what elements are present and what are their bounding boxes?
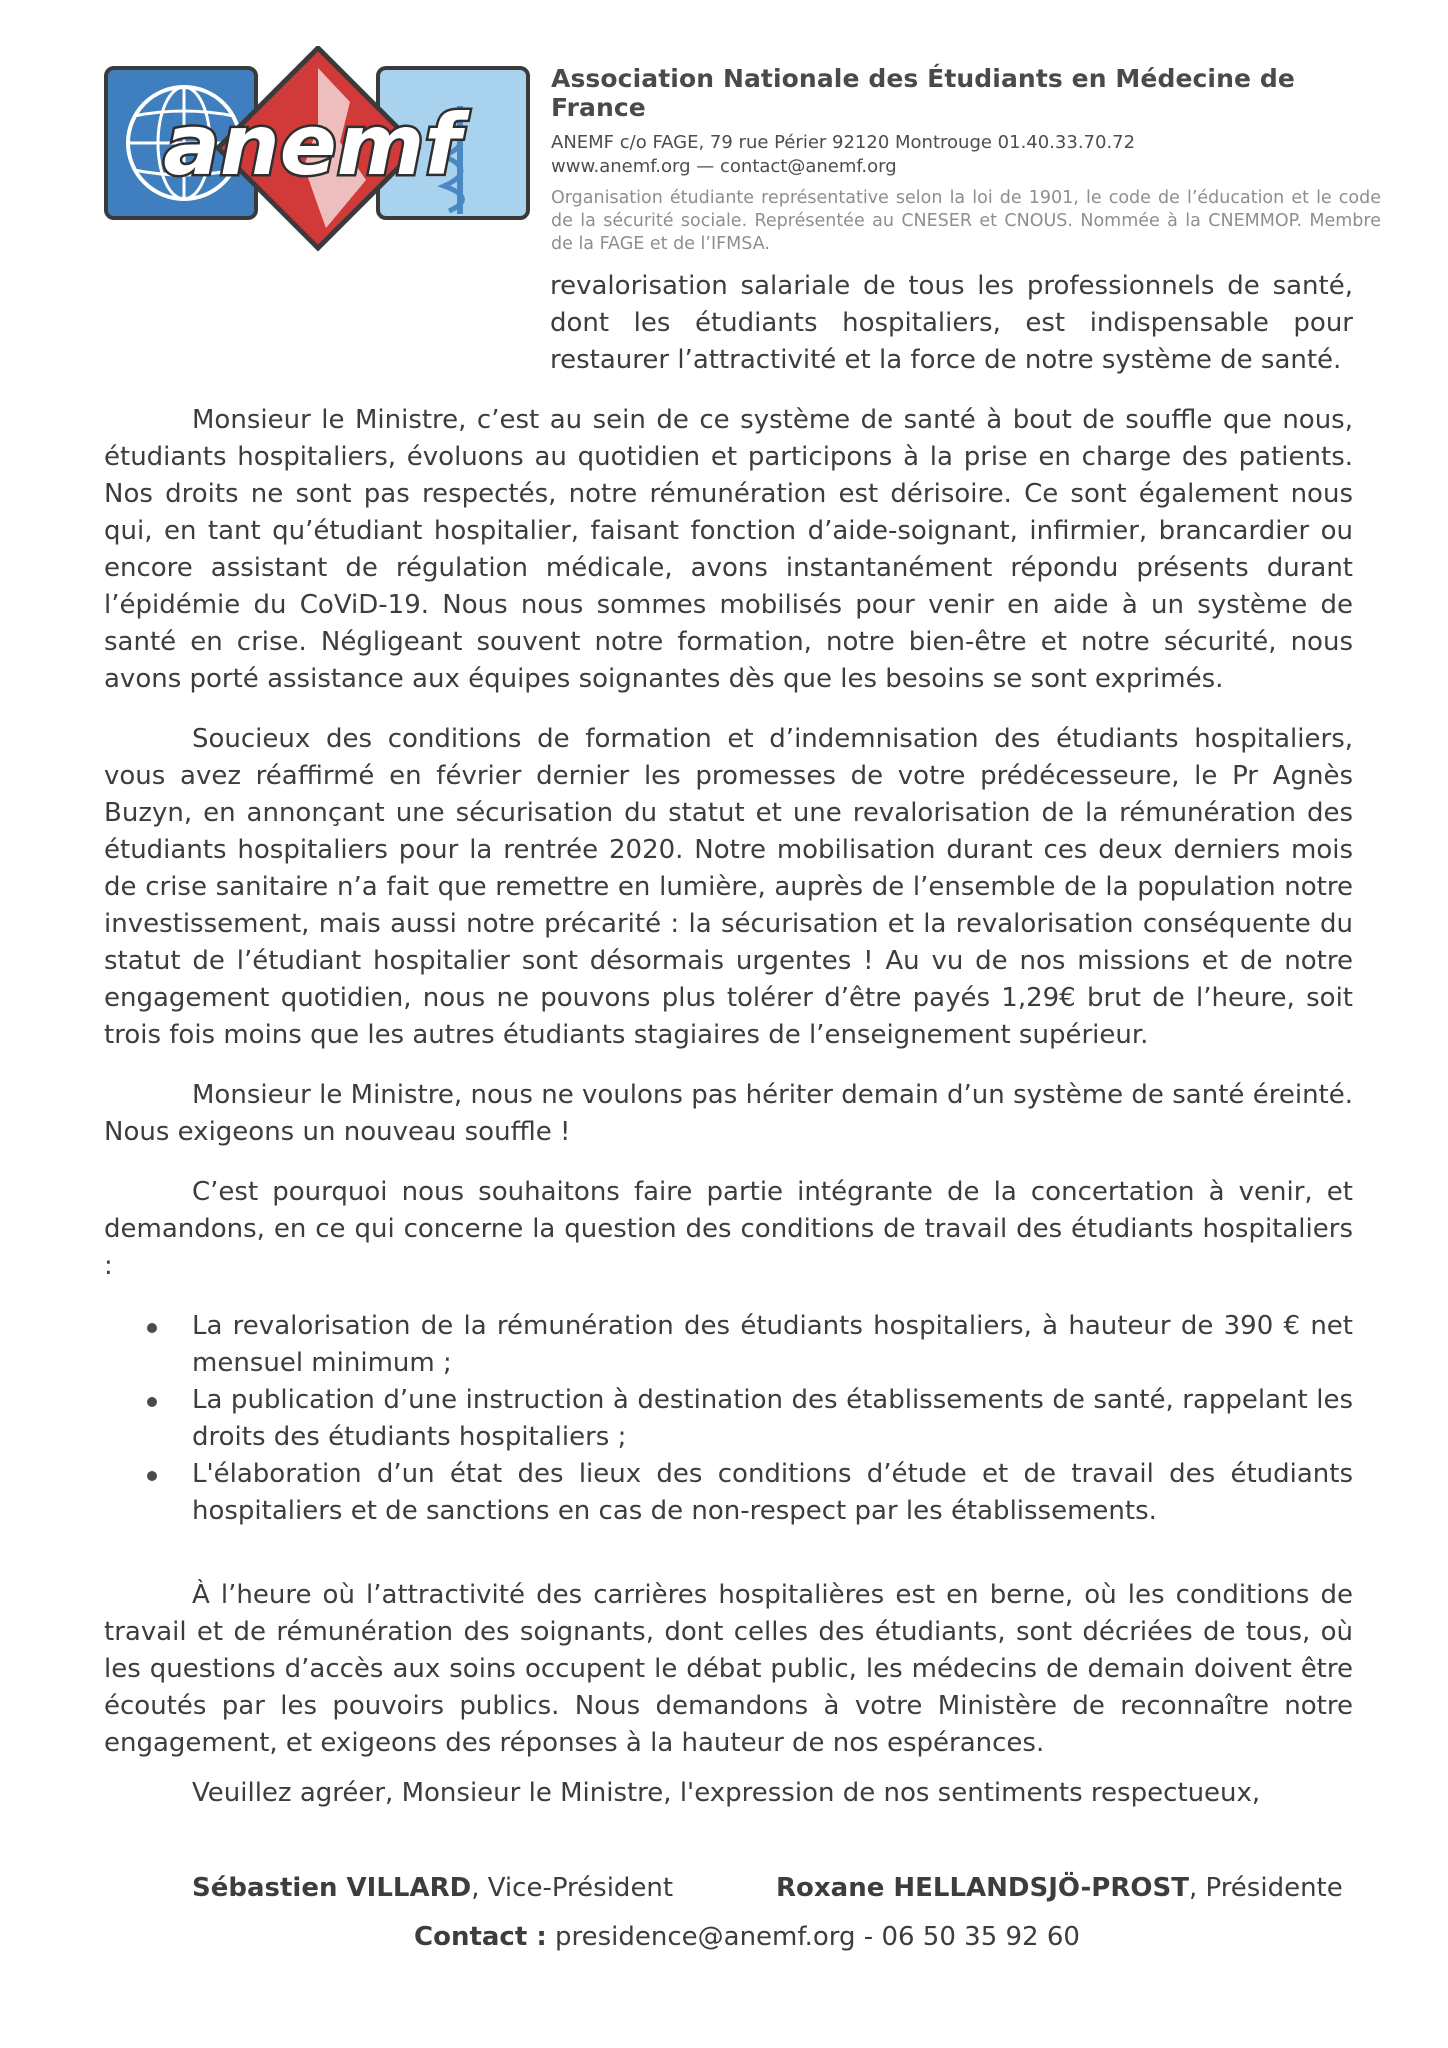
organization-address: ANEMF c/o FAGE, 79 rue Périer 92120 Montrouge 01.40.33.70.72 [551, 132, 1136, 153]
paragraph-3: Soucieux des conditions de formation et d’indemnisation des étudiants hospitaliers, vous avez réaffirmé en février dernier les promesses de votre prédécesseure, le Pr Agnès Buzyn, en annonçant une sécurisation du statut et une revalorisation de la rémunération des étudiants hospitaliers pour la rentrée 2020. Notre mobilisation durant ces deux derniers mois de crise sanitaire n’a fait que remettre en lumière, auprès de l’ensemble de la population notre investissement, mais aussi notre précarité : la sécurisation et la revalorisation conséquente du statut de l’étudiant hospitalier sont désormais urgentes ! Au vu de nos missions et de notre engagement quotidien, nous ne pouvons plus tolérer d’être payés 1,29€ brut de l’heure, soit trois fois moins que les autres étudiants stagiaires de l’enseignement supérieur. [104, 724, 1353, 1050]
contact-label: Contact : [414, 1922, 547, 1952]
list-item-text: La publication d’une instruction à destination des établissements de santé, rappelant les droits des étudiants hospitaliers ; [192, 1385, 1353, 1452]
paragraph-5: C’est pourquoi nous souhaitons faire partie intégrante de la concertation à venir, et demandons, en ce qui concerne la question des conditions de travail des étudiants hospitaliers : [104, 1177, 1353, 1281]
list-item-text: La revalorisation de la rémunération des étudiants hospitaliers, à hauteur de 390 € net mensuel minimum ; [192, 1311, 1353, 1378]
bullet-icon [147, 1397, 157, 1407]
list-item [104, 1382, 1353, 1456]
contact-value[interactable]: presidence@anemf.org - 06 50 35 92 60 [546, 1922, 1080, 1952]
letter-body [104, 268, 1353, 1762]
signature-vice-president [192, 1873, 673, 1903]
list-item [104, 1308, 1353, 1382]
list-item-text: L'élaboration d’un état des lieux des conditions d’étude et de travail des étudiants hospitaliers et de sanctions en cas de non-respect par les établissements. [192, 1459, 1353, 1526]
organization-info [551, 64, 1381, 256]
anemf-logo [104, 46, 532, 256]
letterhead [104, 46, 1384, 266]
bullet-icon [147, 1471, 157, 1481]
signatory-role: , Vice-Président [471, 1873, 674, 1903]
list-item [104, 1456, 1353, 1530]
closing-formula: Veuillez agréer, Monsieur le Ministre, l'expression de nos sentiments respectueux, [192, 1778, 1261, 1808]
organization-name: Association Nationale des Étudiants en Médecine de France [551, 64, 1295, 122]
logo-wordmark: anemf [163, 96, 461, 194]
paragraph-1: revalorisation salariale de tous les professionnels de santé, dont les étudiants hospitaliers, est indispensable pour restaurer l’attractivité et la force de notre système de santé. [550, 271, 1353, 375]
bullet-icon [147, 1323, 157, 1333]
paragraph-6: À l’heure où l’attractivité des carrières hospitalières est en berne, où les conditions de travail et de rémunération des soignants, dont celles des étudiants, sont décriées de tous, où les questions d’accès aux soins occupent le débat public, les médecins de demain doivent être écoutés par les pouvoirs publics. Nous demandons à votre Ministère de reconnaître notre engagement, et exigeons des réponses à la hauteur de nos espérances. [104, 1580, 1353, 1758]
demands-list [104, 1308, 1353, 1530]
paragraph-2: Monsieur le Ministre, c’est au sein de ce système de santé à bout de souffle que nous, étudiants hospitaliers, évoluons au quotidien et participons à la prise en charge des patients. Nos droits ne sont pas respectés, notre rémunération est dérisoire. Ce sont également nous qui, en tant qu’étudiant hospitalier, faisant fonction d’aide-soignant, infirmier, brancardier ou encore assistant de régulation médicale, avons instantanément répondu présents durant l’épidémie du CoViD-19. Nous nous sommes mobilisés pour venir en aide à un système de santé en crise. Négligeant souvent notre formation, notre bien-être et notre sécurité, nous avons porté assistance aux équipes soignantes dès que les besoins se sont exprimés. [104, 405, 1353, 694]
paragraph-4: Monsieur le Ministre, nous ne voulons pas hériter demain d’un système de santé éreinté. Nous exigeons un nouveau souffle ! [104, 1080, 1353, 1147]
organization-description: Organisation étudiante représentative selon la loi de 1901, le code de l’éducation et le code de la sécurité sociale. Représentée au CNESER et CNOUS. Nommée à la CNEMMOP. Membre de la FAGE et de l’IFMSA. [551, 188, 1381, 254]
organization-web[interactable]: www.anemf.org — contact@anemf.org [551, 156, 897, 177]
signature-president [776, 1873, 1343, 1903]
contact-line [414, 1922, 1080, 1952]
signatory-role: , Présidente [1188, 1873, 1343, 1903]
signatory-name: Roxane HELLANDSJÖ-PROST [776, 1873, 1189, 1903]
signatory-name: Sébastien VILLARD [192, 1873, 472, 1903]
